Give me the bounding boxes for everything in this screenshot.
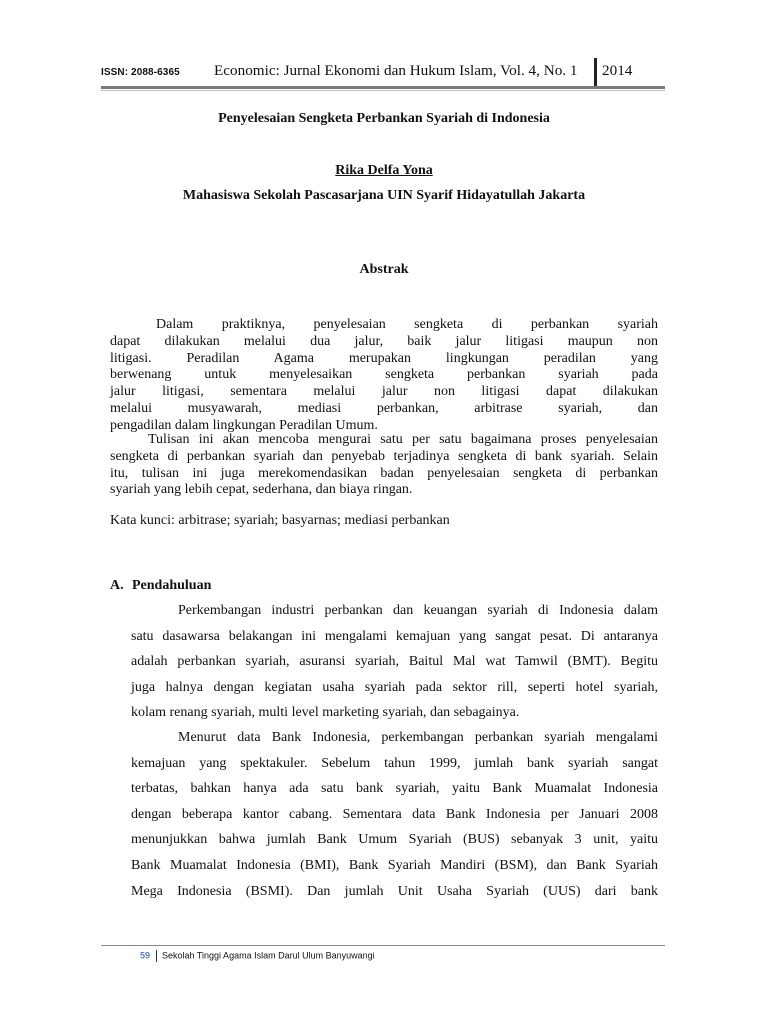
text-line: litigasi. Peradilan Agama merupakan lingkungan peradilan yang [110, 350, 658, 366]
footer-divider [156, 950, 157, 962]
text-line: sengketa di perbankan syariah dan penyebab terjadinya sengketa di bank syariah. Selain [110, 448, 658, 464]
text-line: Menurut data Bank Indonesia, perkembangan perbankan syariah mengalami [178, 730, 658, 745]
abstract-paragraph-1 [110, 317, 658, 435]
text-line: kolam renang syariah, multi level marketing syariah, dan sebagainya. [131, 705, 520, 721]
text-line: menunjukkan bahwa jumlah Bank Umum Syariah (BUS) sebanyak 3 unit, yaitu [131, 832, 658, 848]
text-line: kemajuan yang spektakuler. Sebelum tahun 1999, jumlah bank syariah sangat [131, 755, 658, 771]
body-paragraph-2 [131, 725, 658, 904]
header-divider [594, 58, 597, 88]
text-line: pengadilan dalam lingkungan Peradilan Umum. [110, 417, 378, 433]
footer-institution: Sekolah Tinggi Agama Islam Darul Ulum Banyuwangi [162, 950, 375, 961]
issn-label: ISSN: 2088-6365 [101, 67, 180, 78]
author-name: Rika Delfa Yona [335, 163, 433, 178]
text-line: dengan beberapa kantor cabang. Sementara data Bank Indonesia per Januari 2008 [131, 806, 658, 822]
text-line: jalur litigasi, sementara melalui jalur non litigasi dapat dilakukan [110, 384, 658, 400]
text-line: Perkembangan industri perbankan dan keuangan syariah di Indonesia dalam [178, 603, 658, 618]
abstract-heading: Abstrak [359, 262, 409, 277]
text-line: adalah perbankan syariah, asuransi syariah, Baitul Mal wat Tamwil (BMT). Begitu [131, 654, 658, 670]
page-number: 59 [140, 950, 151, 961]
text-line: itu, tulisan ini juga merekomendasikan badan penyelesaian sengketa di perbankan [110, 465, 658, 481]
section-heading [110, 578, 211, 594]
author-affiliation: Mahasiswa Sekolah Pascasarjana UIN Syarif Hidayatullah Jakarta [182, 188, 586, 203]
text-line: juga halnya dengan kegiatan usaha syariah pada sektor rill, seperti hotel syariah, [131, 679, 658, 695]
text-line: syariah yang lebih cepat, sederhana, dan biaya ringan. [110, 482, 413, 498]
text-line: melalui musyawarah, mediasi perbankan, arbitrase syariah, dan [110, 400, 658, 416]
text-line: dapat dilakukan melalui dua jalur, baik jalur litigasi maupun non [110, 333, 658, 349]
paper-title: Penyelesaian Sengketa Perbankan Syariah di Indonesia [218, 111, 550, 126]
text-line: Mega Indonesia (BSMI). Dan jumlah Unit Usaha Syariah (UUS) dari bank [131, 883, 658, 899]
body-paragraph-1 [131, 598, 658, 726]
journal-year: 2014 [602, 62, 633, 79]
header-rule [101, 86, 665, 89]
section-number: A. [110, 578, 124, 593]
footer-rule [101, 945, 665, 946]
journal-name: Economic: Jurnal Ekonomi dan Hukum Islam, Vol. 4, No. 1 [214, 62, 578, 79]
keywords: Kata kunci: arbitrase; syariah; basyarnas; mediasi perbankan [110, 513, 450, 528]
header-rule-thin [101, 90, 665, 91]
abstract-paragraph-2 [110, 432, 658, 499]
text-line: Tulisan ini akan mencoba mengurai satu per satu bagaimana proses penyelesaian [148, 432, 658, 447]
text-line: berwenang untuk menyelesaikan sengketa perbankan syariah pada [110, 367, 658, 383]
text-line: satu dasawarsa belakangan ini mengalami kemajuan yang sangat pesat. Di antaranya [131, 628, 658, 644]
text-line: Bank Muamalat Indonesia (BMI), Bank Syariah Mandiri (BSM), dan Bank Syariah [131, 857, 658, 873]
text-line: terbatas, bahkan hanya ada satu bank syariah, yaitu Bank Muamalat Indonesia [131, 781, 658, 797]
text-line: Dalam praktiknya, penyelesaian sengketa di perbankan syariah [156, 317, 658, 332]
page-footer [140, 950, 375, 962]
section-title: Pendahuluan [132, 578, 212, 593]
